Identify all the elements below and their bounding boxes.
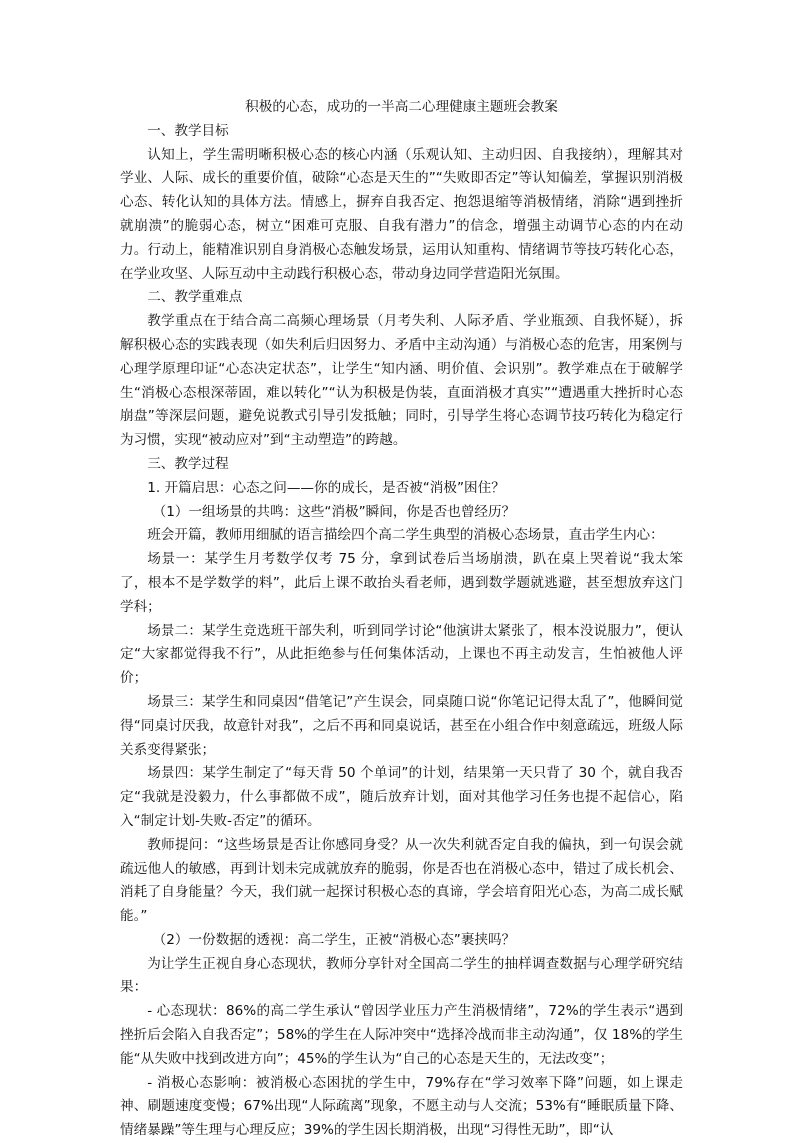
- sub2-title: （2）一份数据的透视：高二学生，正被“消极心态”裹挟吗？: [152, 931, 516, 948]
- sub1-intro: 班会开篇，教师用细腻的语言描绘四个高二学生典型的消极心态场景，直击学生内心：: [147, 527, 664, 544]
- section-heading-key-points: 二、教学重难点: [147, 289, 243, 306]
- section-heading-goals: 一、教学目标: [147, 122, 229, 139]
- section-heading-process: 三、教学过程: [147, 455, 229, 472]
- scene-paragraph: 场景二：某学生竞选班干部失利，听到同学讨论“他演讲太紧张了，根本没说服力”，便认定“大家都觉得我不行”，从此拒绝参与任何集体活动，上课也不再主动发言，生怕被他人评价；: [120, 622, 683, 687]
- document-page: [120, 96, 683, 1143]
- scene-paragraph: 场景一：某学生月考数学仅考 75 分，拿到试卷后当场崩溃，趴在桌上哭着说“我太笨了，根本不是学数学的料”，此后上课不敢抬头看老师，遇到数学题就逃避，甚至想放弃这门学科；: [120, 551, 683, 615]
- teacher-question: 教师提问：“这些场景是否让你感同身受？从一次失利就否定自我的偏执，到一句误会就疏远他人的敏感，再到计划未完成就放弃的脆弱，你是否也在消极心态中，错过了成长机会、消耗了自身能量？今天，我们就一起探讨积极心态的真谛，学会培育阳光心态，为高二成长赋能。”: [120, 836, 683, 925]
- goals-paragraph: 认知上，学生需明晰积极心态的核心内涵（乐观认知、主动归因、自我接纳），理解其对学业、人际、成长的重要价值，破除“心态是天生的”“失败即否定”等认知偏差，掌握识别消极心态、转化认知的具体方法。情感上，摒弃自我否定、抱怨退缩等消极情绪，消除“遇到挫折就崩溃”的脆弱心态，树立“困难可克服、自我有潜力”的信念，增强主动调节心态的内在动力。行动上，能精准识别自身消极心态触发场景，运用认知重构、情绪调节等技巧转化心态，在学业攻坚、人际互动中主动践行积极心态，带动身边同学营造阳光氛围。: [120, 146, 683, 282]
- scene-paragraph: 场景三：某学生和同桌因“借笔记”产生误会，同桌随口说“你笔记记得太乱了”，他瞬间觉得“同桌讨厌我，故意针对我”，之后不再和同桌说话，甚至在小组合作中刻意疏远，班级人际关系变得紧张；: [120, 693, 683, 758]
- document-title: 积极的心态，成功的一半高二心理健康主题班会教案: [245, 99, 558, 115]
- key-points-paragraph: 教学重点在于结合高二高频心理场景（月考失利、人际矛盾、学业瓶颈、自我怀疑），拆解积极心态的实践表现（如失利后归因努力、矛盾中主动沟通）与消极心态的危害，用案例与心理学原理印证“心态决定状态”，让学生“知内涵、明价值、会识别”。教学难点在于破解学生“消极心态根深蒂固，难以转化”“认为积极是伪装，直面消极才真实”“遭遇重大挫折时心态崩盘”等深层问题，避免说教式引导引发抵触；同时，引导学生将心态调节技巧转化为稳定行为习惯，实现“被动应对”到“主动塑造”的跨越。: [120, 313, 683, 449]
- sub1-title: （1）一组场景的共鸣：这些“消极”瞬间，你是否也曾经历？: [152, 503, 516, 520]
- scene-paragraph: 场景四：某学生制定了“每天背 50 个单词”的计划，结果第一天只背了 30 个，就自我否定“我就是没毅力，什么事都做不成”，随后放弃计划，面对其他学习任务也提不起信心，陷入“制定计划-失败-否定”的循环。: [120, 765, 683, 829]
- sub2-intro: 为让学生正视自身心态现状，教师分享针对全国高二学生的抽样调查数据与心理学研究结果：: [120, 955, 683, 996]
- step1-title: 1. 开篇启思：心态之问——你的成长，是否被“消极”困住？: [147, 479, 505, 496]
- data-bullet: - 心态现状：86%的高二学生承认“曾因学业压力产生消极情绪”，72%的学生表示“遇到挫折后会陷入自我否定”；58%的学生在人际冲突中“选择冷战而非主动沟通”，仅 18%的学生能“从失败中找到改进方向”；45%的学生认为“自己的心态是天生的，无法改变”；: [120, 1003, 683, 1067]
- data-bullet: - 消极心态影响：被消极心态困扰的学生中，79%存在“学习效率下降”问题，如上课走神、刷题速度变慢；67%出现“人际疏离”现象，不愿主动与人交流；53%有“睡眠质量下降、情绪暴躁”等生理与心理反应；39%的学生因长期消极，出现“习得性无助”，即“认: [120, 1074, 683, 1139]
